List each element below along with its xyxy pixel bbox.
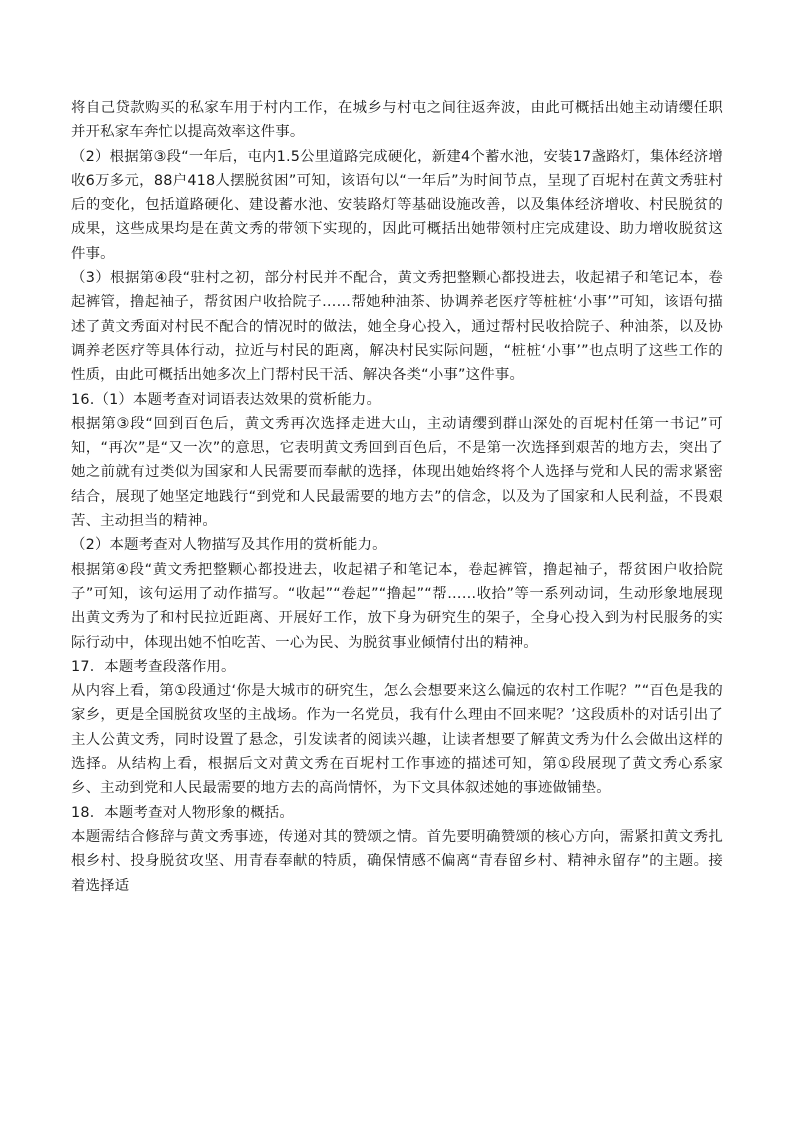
- heading-q16-2: （2）本题考查对人物描写及其作用的赏析能力。: [71, 537, 387, 554]
- paragraph-q15-2: （2）根据第③段“一年后，屯内1.5公里道路完成硬化，新建4个蓄水池，安装17盏路灯，集体经济增收6万多元，88户418人摆脱贫困”可知，该语句以“一年后”为时间节点，呈现了百坭村在黄文秀驻村后的变化，包括道路硬化、建设蓄水池、安装路灯等基础设施改善，以及集体经济增收、村民脱贫的成果，这些成果均是在黄文秀的带领下实现的，因此可概括出她带领村庄完成建设、助力增收脱贫这件事。: [71, 148, 723, 262]
- paragraph-q16-1-answer: 根据第③段“回到百色后，黄文秀再次选择走进大山，主动请缨到群山深处的百坭村任第一书记”可知，“再次”是“又一次”的意思，它表明黄文秀回到百色后，不是第一次选择到艰苦的地方去，突出了她之前就有过类似为国家和人民需要而奉献的选择，体现出她始终将个人选择与党和人民的需求紧密结合，展现了她坚定地践行“到党和人民最需要的地方去”的信念，以及为了国家和人民利益，不畏艰苦、主动担当的精神。: [71, 415, 723, 530]
- paragraph-q18-answer: 本题需结合修辞与黄文秀事迹，传递对其的赞颂之情。首先要明确赞颂的核心方向，需紧扣黄文秀扎根乡村、投身脱贫攻坚、用青春奉献的特质，确保情感不偏离“青春留乡村、精神永留存”的主题。接着选择适: [71, 828, 723, 894]
- heading-q18: 18．本题考查对人物形象的概括。: [71, 804, 294, 821]
- paragraph-q17-answer: 从内容上看，第①段通过‘你是大城市的研究生，怎么会想要来这么偏远的农村工作呢？”“百色是我的家乡，更是全国脱贫攻坚的主战场。作为一名党员，我有什么理由不回来呢？’这段质朴的对话引出了主人公黄文秀，同时设置了悬念，引发读者的阅读兴趣，让读者想要了解黄文秀为什么会做出这样的选择。从结构上看，根据后文对黄文秀在百坭村工作事迹的描述可知，第①段展现了黄文秀心系家乡、主动到党和人民最需要的地方去的高尚情怀，为下文具体叙述她的事迹做铺垫。: [71, 683, 723, 797]
- heading-q17: 17．本题考查段落作用。: [71, 658, 236, 675]
- document-body: [71, 96, 723, 898]
- paragraph-intro: 将自己贷款购买的私家车用于村内工作，在城乡与村屯之间往返奔波，由此可概括出她主动请缨任职并开私家车奔忙以提高效率这件事。: [71, 100, 723, 141]
- paragraph-q15-3: （3）根据第④段“驻村之初，部分村民并不配合，黄文秀把整颗心都投进去，收起裙子和笔记本，卷起裤管，撸起袖子，帮贫困户收拾院子……帮她种油茶、协调养老医疗等桩桩‘小事’”可知，该语句描述了黄文秀面对村民不配合的情况时的做法，她全身心投入，通过帮村民收拾院子、种油茶，以及协调养老医疗等具体行动，拉近与村民的距离，解决村民实际问题，“桩桩‘小事’”也点明了这些工作的性质，由此可概括出她多次上门帮村民干活、解决各类“小事”这件事。: [71, 270, 723, 384]
- paragraph-q16-2-answer: 根据第④段“黄文秀把整颗心都投进去，收起裙子和笔记本，卷起裤管，撸起袖子，帮贫困户收拾院子”可知，该句运用了动作描写。“收起”“卷起”“撸起”“帮……收拾”等一系列动词，生动形象地展现出黄文秀为了和村民拉近距离、开展好工作，放下身为研究生的架子，全身心投入到为村民服务的实际行动中，体现出她不怕吃苦、一心为民、为脱贫事业倾情付出的精神。: [71, 561, 723, 651]
- heading-q16-1: 16.（1）本题考查对词语表达效果的赏析能力。: [71, 391, 382, 408]
